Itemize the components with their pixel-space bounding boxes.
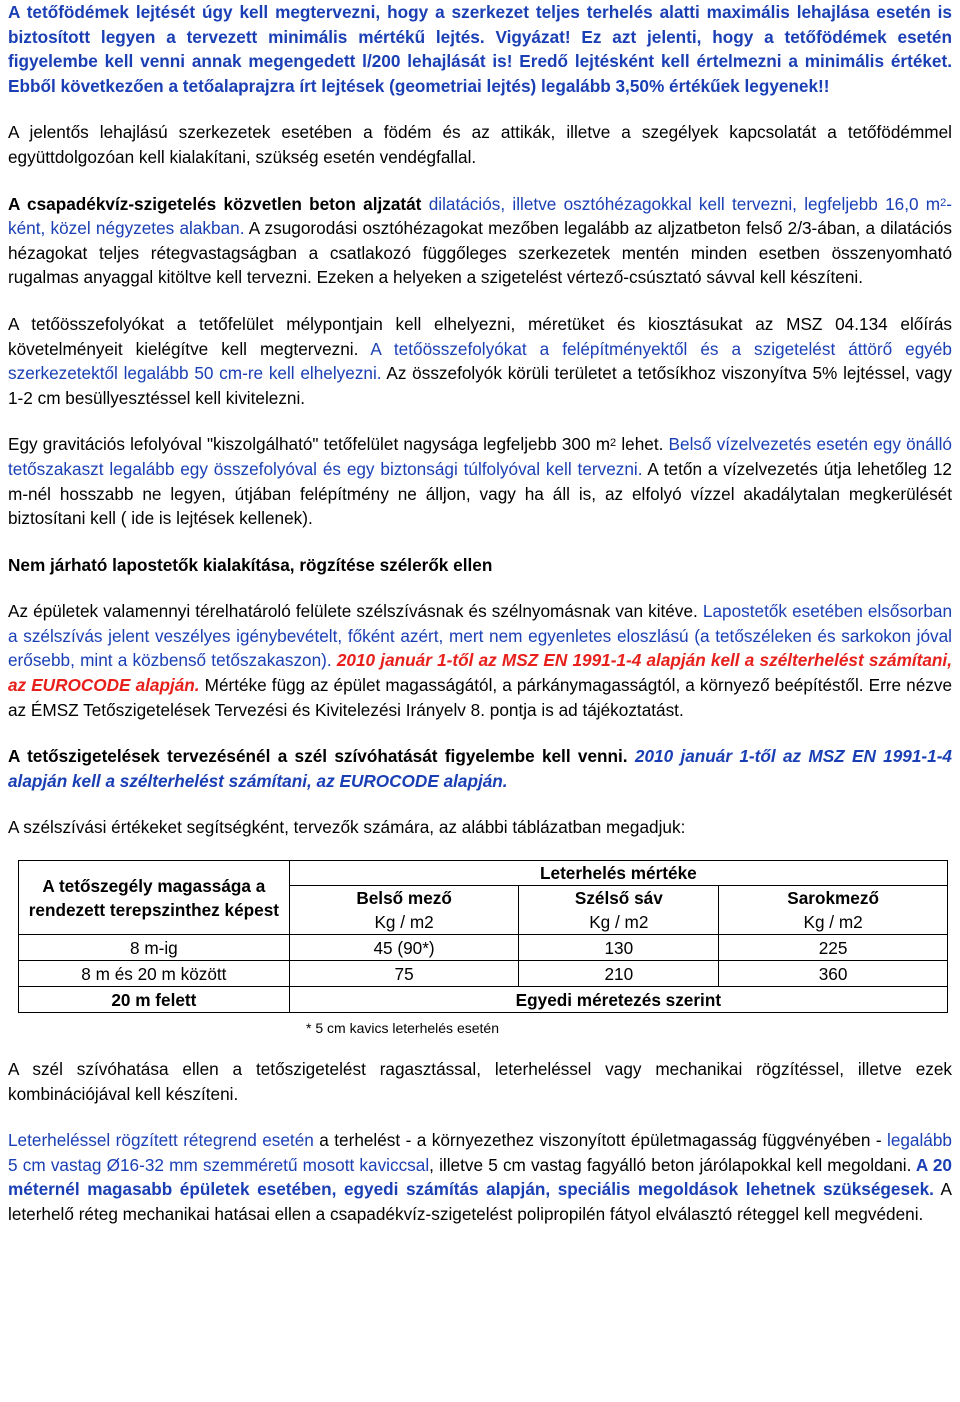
col-unit: Kg / m2 xyxy=(374,912,434,933)
table-cell-merged: Egyedi méretezés szerint xyxy=(289,987,947,1013)
superscript-2: 2 xyxy=(610,437,617,450)
wind-text-a: Az épületek valamennyi térelhatároló felülete szélszívásnak és szélnyomásnak van kitéve. xyxy=(8,601,698,622)
table-cell: 20 m felett xyxy=(19,987,290,1013)
concrete-base-blue-a: dilatációs, illetve osztóhézagokkal kell tervezni, legfeljebb 16,0 m xyxy=(421,193,941,214)
paragraph-roof-slope xyxy=(8,0,952,98)
ballast-text-c: A leterhelő réteg mechanikai hatásai ellen a csapadékvíz-szigetelést polipropilén fátyol elválasztó réteggel kell megvédeni. xyxy=(8,1179,952,1224)
gravity-text-c: A tetőn a vízelvezetés útja lehetőleg 12 m-nél hosszabb ne legyen, útjában felépítmény ne álljon, vagy ha áll is, az elfolyó vízzel akadálytalan megkerülését biztosítani kell ( ide is lejtések kellenek). xyxy=(8,458,952,529)
drains-text-blue: A tetőösszefolyókat a felépítményektől és a szigetelést áttörő egyéb szerkezetektől legalább 50 cm-re kell elhelyezni. xyxy=(8,338,952,384)
wind-text-red: 2010 január 1-től az MSZ EN 1991-1-4 alapján kell a szélterhelést számítani, az EUROCODE alapján. xyxy=(8,650,952,696)
concrete-base-blue-b: -ként, közel négyzetes alakban. xyxy=(8,193,952,239)
gravity-text-blue: Belső vízelvezetés esetén egy önálló tetőszakaszt legalább egy összefolyóval és egy biztonsági túlfolyóval kell tervezni. xyxy=(8,434,952,479)
col-name: Szélső sáv xyxy=(574,888,663,909)
ballast-text-a: a terhelést - a környezethez viszonyított épületmagasság függvényében - xyxy=(313,1130,882,1151)
paragraph-ballast xyxy=(8,1128,952,1226)
ballast-text-b: , illetve 5 cm vastag fagyálló beton járólapokkal kell megoldani. xyxy=(429,1154,912,1175)
table-header-edge-strip xyxy=(519,886,719,935)
wind-text-c: Mértéke függ az épület magasságától, a párkánymagasságtól, a környező beépítéstől. Erre nézve az ÉMSZ Tetőszigetelések Tervezési és Kivitelezési Irányelv 8. pontja is ad tájékoztatást. xyxy=(8,675,952,720)
ballast-blue-2: legalább 5 cm vastag Ø16-32 mm szemméretű mosott kaviccsal xyxy=(8,1130,952,1175)
concrete-base-rest: A zsugorodási osztóhézagokat mezőben legalább az aljzatbeton felső 2/3-ában, a dilatációs hézagokat teljes rétegvastagságban a csatlakozó függőleges szerkezetek mentén minden esetben összenyomható rugalmas anyaggal kitöltve kell tervezni. Ezeken a helyeken a szigetelést vértező-csúsztató sávval kell készíteni. xyxy=(8,218,953,288)
table-intro-text: A szélszívási értékeket segítségként, tervezők számára, az alábbi táblázatban megadjuk: xyxy=(8,817,686,838)
heading-text: Nem járható lapostetők kialakítása, rögzítése szélerők ellen xyxy=(8,554,493,575)
paragraph-wind-suction xyxy=(8,599,952,722)
table-cell: 360 xyxy=(719,961,948,987)
table-cell: 130 xyxy=(519,935,719,961)
section-heading-wind xyxy=(8,553,952,578)
table-cell: 210 xyxy=(519,961,719,987)
table-header-row xyxy=(19,861,948,886)
table-row xyxy=(19,961,948,987)
table-cell: 225 xyxy=(719,935,948,961)
table-cell: 8 m-ig xyxy=(19,935,290,961)
table-header-load: Leterhelés mértéke xyxy=(289,861,947,886)
table-footnote: * 5 cm kavics leterhelés esetén xyxy=(306,1020,499,1037)
wind-design-bold: A tetőszigetelések tervezésénél a szél szívóhatását figyelembe kell venni. xyxy=(8,746,628,767)
paragraph-fixing-methods xyxy=(8,1057,952,1106)
wind-load-table xyxy=(18,860,948,1013)
paragraph-gravity-drain xyxy=(8,432,952,530)
drains-text-c: Az összefolyók körüli területet a tetősíkhoz viszonyítva 5% lejtéssel, vagy 1-2 cm besüllyesztéssel kell kivitelezni. xyxy=(8,363,952,408)
fixing-text: A szél szívóhatása ellen a tetőszigetelést ragasztással, leterheléssel vagy mechanikai rögzítéssel, illetve ezek kombinációjával kell készíteni. xyxy=(8,1059,952,1104)
paragraph-roof-drains xyxy=(8,312,952,410)
ballast-blue-bold: A 20 méternél magasabb épületek esetében, egyedi számítás alapján, speciális megoldások lehetnek szükségesek. xyxy=(8,1154,952,1200)
paragraph-wind-design xyxy=(8,744,952,793)
paragraph-deflection xyxy=(8,120,952,169)
table-row xyxy=(19,987,948,1013)
table-cell: 8 m és 20 m között xyxy=(19,961,290,987)
col-name: Belső mező xyxy=(356,888,452,909)
gravity-text-b: lehet. xyxy=(616,434,664,455)
concrete-base-bold: A csapadékvíz-szigetelés közvetlen beton aljzatát xyxy=(8,193,422,214)
col-unit: Kg / m2 xyxy=(589,912,649,933)
table-cell: 75 xyxy=(289,961,519,987)
paragraph-concrete-base xyxy=(8,192,952,290)
deflection-text: A jelentős lehajlású szerkezetek esetében a födém és az attikák, illetve a szegélyek kapcsolatát a tetőfödémmel együttdolgozóan kell kialakítani, szükség esetén vendégfallal. xyxy=(8,122,952,167)
ballast-blue-1: Leterheléssel rögzített rétegrend esetén xyxy=(8,1130,314,1151)
slope-warning-text: A tetőfödémek lejtését úgy kell megtervezni, hogy a szerkezet teljes terhelés alatti maximális lehajlása esetén is biztosított legyen a tervezett minimális mértékű lejtés. Vigyázat! Ez azt jelenti, hogy a tetőfödémek esetén figyelembe kell venni annak megengedett l/200 lehajlását is! Eredő lejtésként kell értelmezni a minimális értéket. Ebből következően a tetőalaprajzra írt lejtések (geometriai lejtés) legalább 3,50% értékűek legyenek!! xyxy=(8,2,952,96)
table-row xyxy=(19,935,948,961)
table-header-corner-field xyxy=(719,886,948,935)
wind-design-blue: 2010 január 1-től az MSZ EN 1991-1-4 alapján kell a szélterhelést számítani, az EUROCODE alapján. xyxy=(8,746,952,791)
gravity-text-a: Egy gravitációs lefolyóval "kiszolgálható" tetőfelület nagysága legfeljebb 300 m xyxy=(8,434,611,455)
drains-text-a: A tetőösszefolyókat a tetőfelület mélypontjain kell elhelyezni, méretüket és kiosztásukat az MSZ 04.134 előírás követelményeit kielégítve kell megtervezni. xyxy=(8,313,952,359)
col-unit: Kg / m2 xyxy=(803,912,863,933)
table-cell: 45 (90*) xyxy=(289,935,519,961)
table-header-inner-field xyxy=(289,886,519,935)
wind-text-blue: Lapostetők esetében elsősorban a szélszívás jelent veszélyes igénybevételt, főként azért, mert nem egyenletes eloszlású (a tetőszéleken és sarkokon jóval erősebb, mint a közbenső tetőszakaszon). xyxy=(8,601,952,671)
superscript-2: 2 xyxy=(940,196,947,209)
paragraph-table-intro xyxy=(8,815,952,840)
col-name: Sarokmező xyxy=(787,888,879,909)
table-header-height: A tetőszegély magassága a rendezett terepszinthez képest xyxy=(19,861,290,935)
